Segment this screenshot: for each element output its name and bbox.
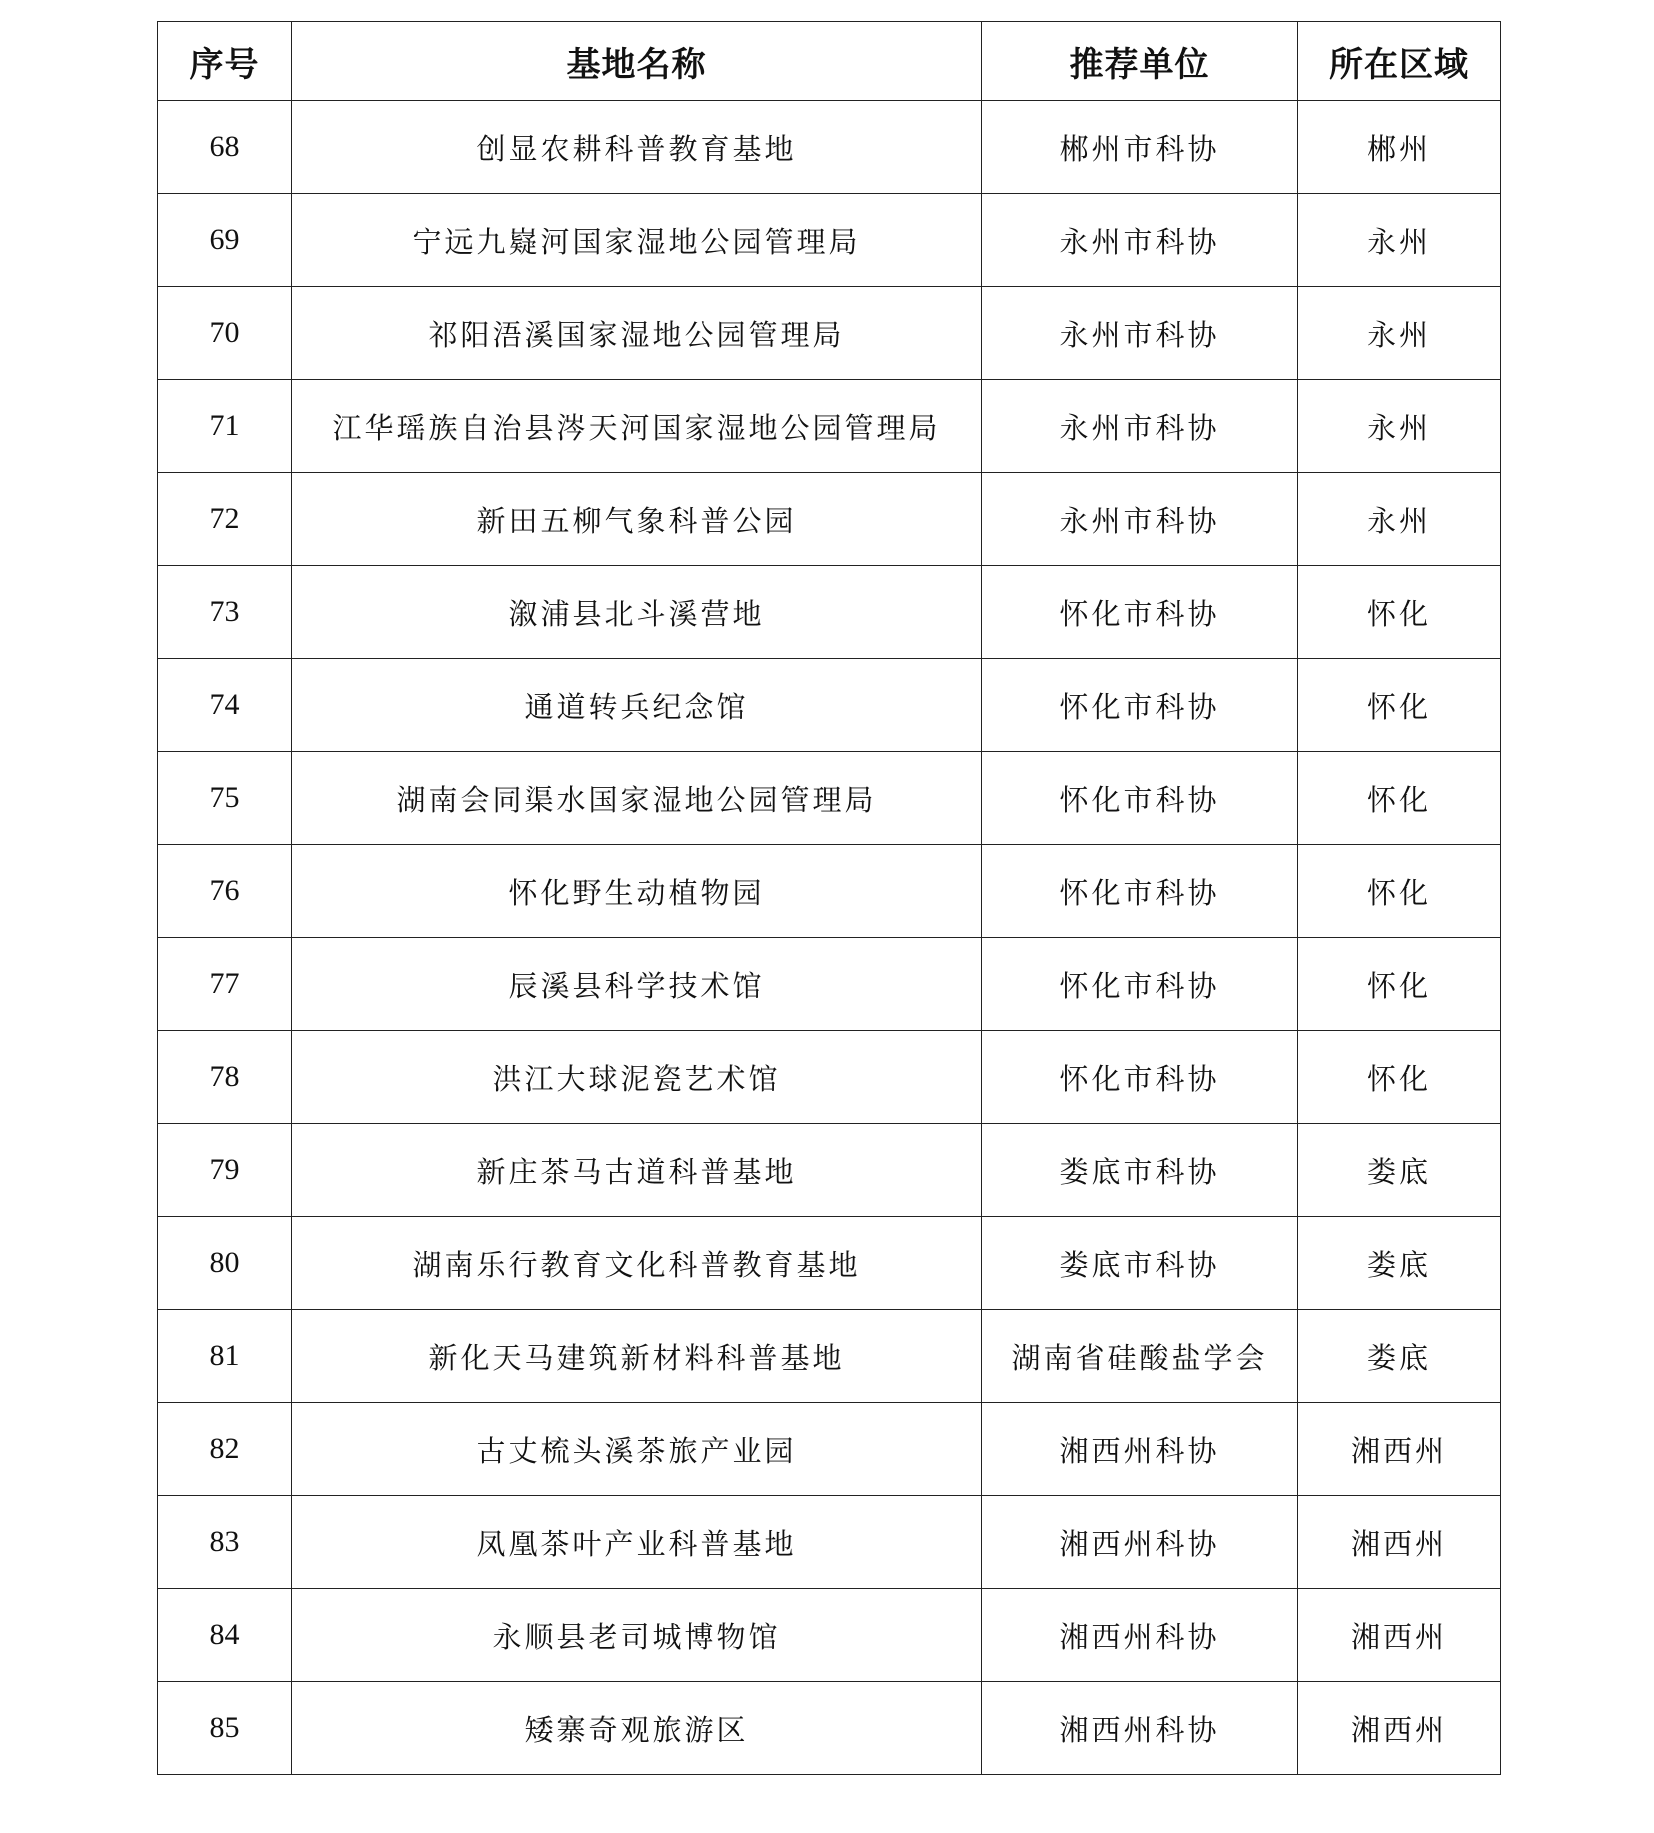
- cell-area: 怀化: [1298, 752, 1501, 845]
- cell-area: 怀化: [1298, 659, 1501, 752]
- table-row: [158, 473, 1501, 566]
- cell-unit: 怀化市科协: [982, 938, 1298, 1031]
- header-unit: 推荐单位: [982, 22, 1298, 101]
- cell-name: 江华瑶族自治县涔天河国家湿地公园管理局: [292, 380, 982, 473]
- cell-name: 新田五柳气象科普公园: [292, 473, 982, 566]
- cell-no: 84: [158, 1589, 292, 1682]
- table-row: [158, 845, 1501, 938]
- table-header: [158, 22, 1501, 101]
- cell-name: 湖南乐行教育文化科普教育基地: [292, 1217, 982, 1310]
- cell-name: 通道转兵纪念馆: [292, 659, 982, 752]
- cell-unit: 永州市科协: [982, 380, 1298, 473]
- cell-unit: 永州市科协: [982, 287, 1298, 380]
- table-row: [158, 1217, 1501, 1310]
- cell-area: 湘西州: [1298, 1589, 1501, 1682]
- cell-no: 81: [158, 1310, 292, 1403]
- cell-no: 71: [158, 380, 292, 473]
- table-row: [158, 1682, 1501, 1775]
- cell-no: 79: [158, 1124, 292, 1217]
- cell-unit: 湘西州科协: [982, 1496, 1298, 1589]
- cell-area: 怀化: [1298, 1031, 1501, 1124]
- cell-unit: 湖南省硅酸盐学会: [982, 1310, 1298, 1403]
- cell-unit: 怀化市科协: [982, 752, 1298, 845]
- header-no: 序号: [158, 22, 292, 101]
- cell-unit: 永州市科协: [982, 473, 1298, 566]
- table-row: [158, 659, 1501, 752]
- cell-name: 祁阳浯溪国家湿地公园管理局: [292, 287, 982, 380]
- cell-area: 怀化: [1298, 938, 1501, 1031]
- cell-name: 永顺县老司城博物馆: [292, 1589, 982, 1682]
- table-row: [158, 1589, 1501, 1682]
- cell-name: 矮寨奇观旅游区: [292, 1682, 982, 1775]
- cell-no: 83: [158, 1496, 292, 1589]
- header-name: 基地名称: [292, 22, 982, 101]
- cell-no: 74: [158, 659, 292, 752]
- cell-name: 创显农耕科普教育基地: [292, 101, 982, 194]
- cell-no: 68: [158, 101, 292, 194]
- cell-no: 77: [158, 938, 292, 1031]
- cell-unit: 娄底市科协: [982, 1217, 1298, 1310]
- table-row: [158, 566, 1501, 659]
- cell-no: 76: [158, 845, 292, 938]
- table-body: [158, 101, 1501, 1775]
- cell-unit: 郴州市科协: [982, 101, 1298, 194]
- cell-area: 湘西州: [1298, 1496, 1501, 1589]
- cell-name: 凤凰茶叶产业科普基地: [292, 1496, 982, 1589]
- cell-name: 新化天马建筑新材料科普基地: [292, 1310, 982, 1403]
- cell-no: 70: [158, 287, 292, 380]
- table-row: [158, 101, 1501, 194]
- cell-area: 娄底: [1298, 1217, 1501, 1310]
- cell-area: 郴州: [1298, 101, 1501, 194]
- cell-name: 新庄茶马古道科普基地: [292, 1124, 982, 1217]
- cell-no: 82: [158, 1403, 292, 1496]
- cell-area: 永州: [1298, 287, 1501, 380]
- cell-name: 宁远九嶷河国家湿地公园管理局: [292, 194, 982, 287]
- cell-no: 75: [158, 752, 292, 845]
- cell-name: 洪江大球泥瓷艺术馆: [292, 1031, 982, 1124]
- cell-unit: 湘西州科协: [982, 1589, 1298, 1682]
- cell-name: 湖南会同渠水国家湿地公园管理局: [292, 752, 982, 845]
- cell-unit: 娄底市科协: [982, 1124, 1298, 1217]
- cell-name: 怀化野生动植物园: [292, 845, 982, 938]
- table-row: [158, 1403, 1501, 1496]
- cell-unit: 湘西州科协: [982, 1682, 1298, 1775]
- table-row: [158, 287, 1501, 380]
- cell-no: 85: [158, 1682, 292, 1775]
- cell-area: 永州: [1298, 380, 1501, 473]
- cell-no: 73: [158, 566, 292, 659]
- table-row: [158, 1310, 1501, 1403]
- table-row: [158, 1031, 1501, 1124]
- cell-area: 怀化: [1298, 845, 1501, 938]
- cell-name: 古丈梳头溪茶旅产业园: [292, 1403, 982, 1496]
- cell-area: 娄底: [1298, 1124, 1501, 1217]
- table-row: [158, 752, 1501, 845]
- cell-area: 湘西州: [1298, 1403, 1501, 1496]
- cell-no: 78: [158, 1031, 292, 1124]
- cell-area: 永州: [1298, 194, 1501, 287]
- cell-area: 湘西州: [1298, 1682, 1501, 1775]
- cell-unit: 怀化市科协: [982, 659, 1298, 752]
- cell-unit: 湘西州科协: [982, 1403, 1298, 1496]
- cell-no: 72: [158, 473, 292, 566]
- header-area: 所在区域: [1298, 22, 1501, 101]
- cell-area: 永州: [1298, 473, 1501, 566]
- cell-no: 69: [158, 194, 292, 287]
- cell-unit: 永州市科协: [982, 194, 1298, 287]
- cell-unit: 怀化市科协: [982, 566, 1298, 659]
- table-row: [158, 194, 1501, 287]
- table-row: [158, 380, 1501, 473]
- cell-no: 80: [158, 1217, 292, 1310]
- cell-unit: 怀化市科协: [982, 845, 1298, 938]
- cell-name: 溆浦县北斗溪营地: [292, 566, 982, 659]
- table-row: [158, 1124, 1501, 1217]
- base-list-table: [157, 21, 1501, 1775]
- cell-area: 娄底: [1298, 1310, 1501, 1403]
- cell-area: 怀化: [1298, 566, 1501, 659]
- header-row: [158, 22, 1501, 101]
- cell-name: 辰溪县科学技术馆: [292, 938, 982, 1031]
- cell-unit: 怀化市科协: [982, 1031, 1298, 1124]
- table-row: [158, 1496, 1501, 1589]
- table-row: [158, 938, 1501, 1031]
